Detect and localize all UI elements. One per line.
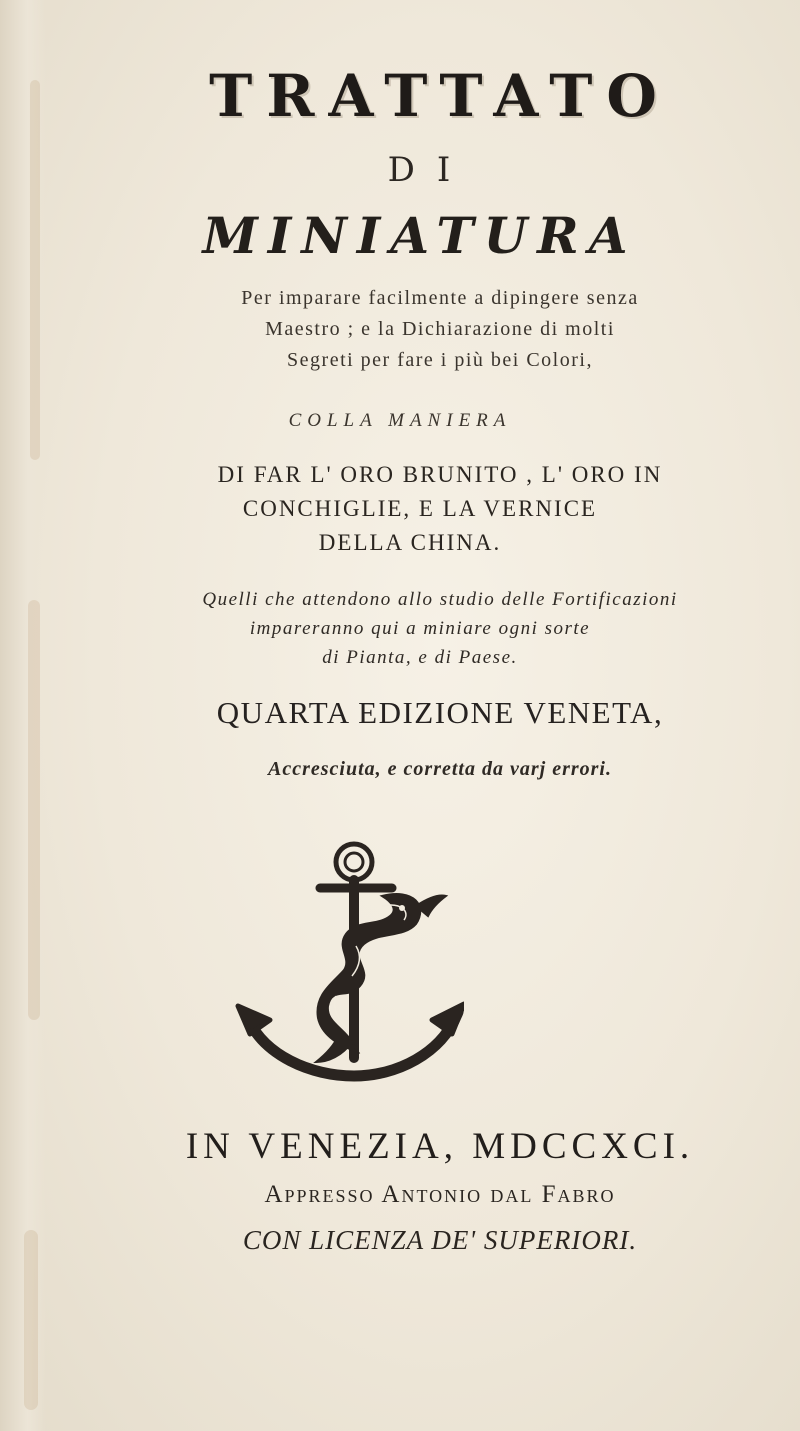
title-preposition: DI	[387, 150, 473, 190]
edition-note: Accresciuta, e corretta da varj errori.	[268, 758, 612, 780]
colla-maniera: COLLA MANIERA	[288, 410, 512, 431]
method-line: CONCHIGLIE, E LA VERNICE	[242, 496, 598, 521]
subtitle-line: Per imparare facilmente a dipingere senza	[241, 287, 639, 309]
imprint-city-year: IN VENEZIA, MDCCXCI.	[185, 1126, 695, 1167]
paper-stain	[24, 1230, 38, 1410]
note-line: Quelli che attendono allo studio delle Fortificazioni	[202, 589, 678, 610]
paper-stain	[30, 80, 40, 460]
book-subject: MINIATURA	[202, 206, 638, 265]
edition-statement: QUARTA EDIZIONE VENETA,	[216, 695, 664, 730]
imprint-printer: Appresso Antonio dal Fabro	[264, 1181, 616, 1208]
method-line: DI FAR L' ORO BRUNITO , L' ORO IN	[217, 462, 663, 487]
note-line: di Pianta, e di Paese.	[322, 647, 518, 668]
subtitle-line: Maestro ; e la Dichiarazione di molti	[265, 318, 615, 340]
note-line: impareranno qui a miniare ogni sorte	[249, 618, 591, 639]
method-line: DELLA CHINA.	[318, 530, 502, 555]
book-title: TRATTATO	[209, 62, 671, 130]
imprint-license: CON LICENZA DE' SUPERIORI.	[242, 1225, 638, 1255]
subtitle-line: Segreti per fare i più bei Colori,	[287, 349, 593, 371]
anchor-and-dolphin-icon	[232, 836, 464, 1088]
